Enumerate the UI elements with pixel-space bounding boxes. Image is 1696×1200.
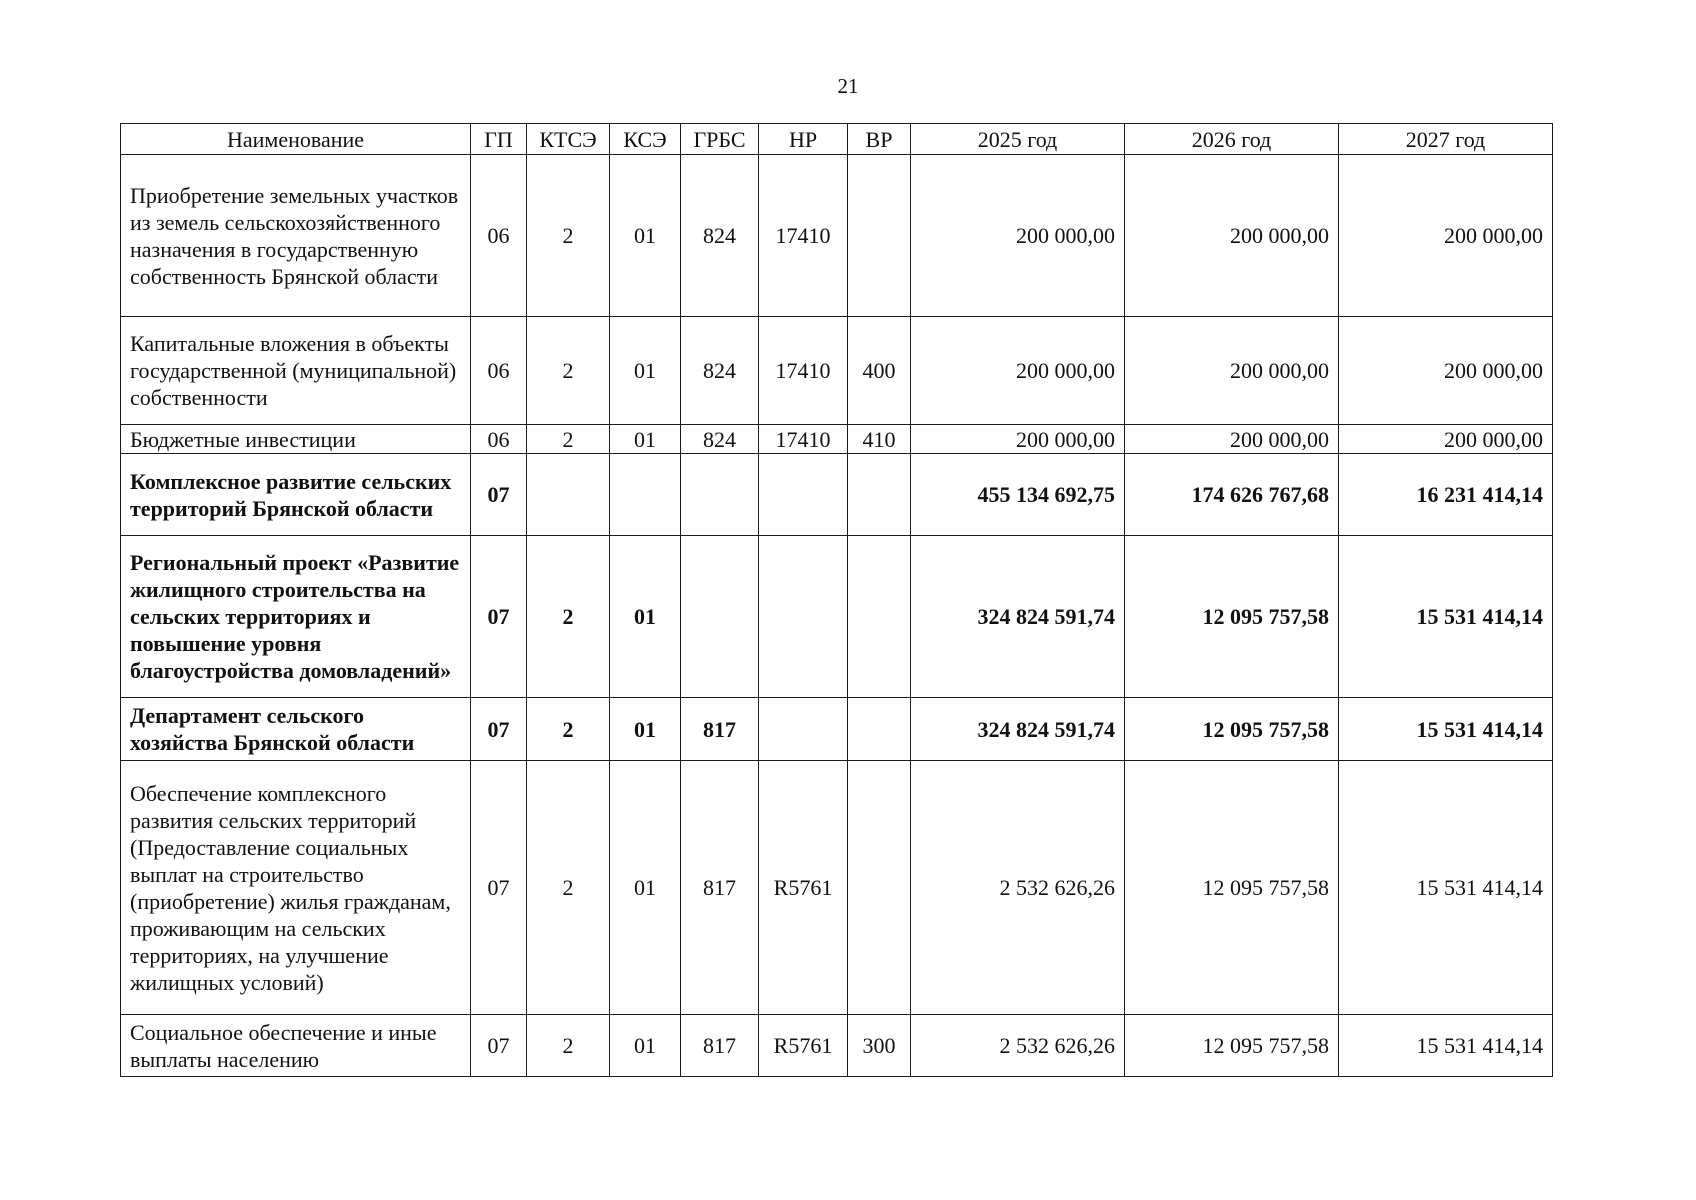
cell-grbs: 824 — [681, 155, 759, 317]
cell-2025: 455 134 692,75 — [911, 454, 1125, 536]
cell-2027: 200 000,00 — [1339, 317, 1553, 425]
header-grbs: ГРБС — [681, 124, 759, 155]
header-2027: 2027 год — [1339, 124, 1553, 155]
table-row — [121, 317, 1553, 425]
header-nr: НР — [759, 124, 848, 155]
cell-vr — [848, 536, 911, 698]
cell-nr — [759, 454, 848, 536]
cell-grbs: 824 — [681, 317, 759, 425]
cell-ktse: 2 — [527, 155, 610, 317]
header-kse: КСЭ — [610, 124, 681, 155]
cell-nr: R5761 — [759, 761, 848, 1015]
cell-2026: 12 095 757,58 — [1125, 698, 1339, 761]
cell-vr — [848, 698, 911, 761]
cell-ktse: 2 — [527, 698, 610, 761]
cell-vr — [848, 454, 911, 536]
cell-name: Региональный проект «Развитие жилищного строительства на сельских территориях и повышение уровня благоустройства домовладений» — [121, 536, 471, 698]
cell-name: Капитальные вложения в объекты государственной (муниципальной) собственности — [121, 317, 471, 425]
cell-grbs — [681, 536, 759, 698]
table-row — [121, 536, 1553, 698]
cell-gp: 07 — [471, 1015, 527, 1077]
cell-2027: 15 531 414,14 — [1339, 698, 1553, 761]
cell-nr: 17410 — [759, 317, 848, 425]
cell-nr — [759, 536, 848, 698]
cell-gp: 06 — [471, 425, 527, 454]
cell-2025: 200 000,00 — [911, 155, 1125, 317]
table-row — [121, 761, 1553, 1015]
cell-kse — [610, 454, 681, 536]
cell-2025: 200 000,00 — [911, 317, 1125, 425]
cell-kse: 01 — [610, 317, 681, 425]
cell-kse: 01 — [610, 1015, 681, 1077]
cell-grbs — [681, 454, 759, 536]
cell-name: Бюджетные инвестиции — [121, 425, 471, 454]
cell-gp: 07 — [471, 698, 527, 761]
cell-grbs: 824 — [681, 425, 759, 454]
header-name: Наименование — [121, 124, 471, 155]
table-row — [121, 454, 1553, 536]
cell-ktse: 2 — [527, 536, 610, 698]
cell-vr — [848, 761, 911, 1015]
cell-2026: 12 095 757,58 — [1125, 761, 1339, 1015]
header-ktse: КТСЭ — [527, 124, 610, 155]
cell-vr: 400 — [848, 317, 911, 425]
cell-ktse — [527, 454, 610, 536]
cell-2025: 324 824 591,74 — [911, 536, 1125, 698]
header-2025: 2025 год — [911, 124, 1125, 155]
header-gp: ГП — [471, 124, 527, 155]
cell-2026: 200 000,00 — [1125, 317, 1339, 425]
cell-2026: 174 626 767,68 — [1125, 454, 1339, 536]
cell-name: Департамент сельского хозяйства Брянской области — [121, 698, 471, 761]
cell-ktse: 2 — [527, 425, 610, 454]
page-number: 21 — [837, 74, 859, 98]
cell-grbs: 817 — [681, 1015, 759, 1077]
cell-kse: 01 — [610, 155, 681, 317]
cell-gp: 06 — [471, 317, 527, 425]
cell-ktse: 2 — [527, 761, 610, 1015]
table-row — [121, 155, 1553, 317]
cell-2025: 324 824 591,74 — [911, 698, 1125, 761]
cell-grbs: 817 — [681, 698, 759, 761]
cell-2027: 200 000,00 — [1339, 155, 1553, 317]
cell-2027: 15 531 414,14 — [1339, 1015, 1553, 1077]
cell-nr — [759, 698, 848, 761]
header-vr: ВР — [848, 124, 911, 155]
cell-ktse: 2 — [527, 317, 610, 425]
cell-kse: 01 — [610, 761, 681, 1015]
table-row — [121, 698, 1553, 761]
cell-kse: 01 — [610, 425, 681, 454]
cell-nr: 17410 — [759, 155, 848, 317]
cell-gp: 07 — [471, 761, 527, 1015]
cell-name: Приобретение земельных участков из земель сельскохозяйственного назначения в государственную собственность Брянской области — [121, 155, 471, 317]
cell-gp: 06 — [471, 155, 527, 317]
table-row — [121, 425, 1553, 454]
cell-kse: 01 — [610, 698, 681, 761]
cell-vr: 410 — [848, 425, 911, 454]
cell-name: Обеспечение комплексного развития сельских территорий (Предоставление социальных выплат на строительство (приобретение) жилья гражданам, проживающим на сельских территориях, на улучшение жилищных условий) — [121, 761, 471, 1015]
cell-2026: 200 000,00 — [1125, 155, 1339, 317]
budget-table — [120, 123, 1553, 1077]
cell-nr: 17410 — [759, 425, 848, 454]
table-row — [121, 1015, 1553, 1077]
cell-name: Комплексное развитие сельских территорий Брянской области — [121, 454, 471, 536]
cell-2026: 12 095 757,58 — [1125, 1015, 1339, 1077]
cell-2027: 200 000,00 — [1339, 425, 1553, 454]
cell-kse: 01 — [610, 536, 681, 698]
header-2026: 2026 год — [1125, 124, 1339, 155]
cell-vr: 300 — [848, 1015, 911, 1077]
cell-2025: 2 532 626,26 — [911, 761, 1125, 1015]
cell-2027: 16 231 414,14 — [1339, 454, 1553, 536]
cell-vr — [848, 155, 911, 317]
cell-gp: 07 — [471, 454, 527, 536]
cell-nr: R5761 — [759, 1015, 848, 1077]
cell-2027: 15 531 414,14 — [1339, 536, 1553, 698]
cell-grbs: 817 — [681, 761, 759, 1015]
cell-2026: 200 000,00 — [1125, 425, 1339, 454]
cell-2026: 12 095 757,58 — [1125, 536, 1339, 698]
cell-2025: 2 532 626,26 — [911, 1015, 1125, 1077]
cell-2027: 15 531 414,14 — [1339, 761, 1553, 1015]
cell-gp: 07 — [471, 536, 527, 698]
cell-2025: 200 000,00 — [911, 425, 1125, 454]
cell-ktse: 2 — [527, 1015, 610, 1077]
header-row — [121, 124, 1553, 155]
cell-name: Социальное обеспечение и иные выплаты населению — [121, 1015, 471, 1077]
